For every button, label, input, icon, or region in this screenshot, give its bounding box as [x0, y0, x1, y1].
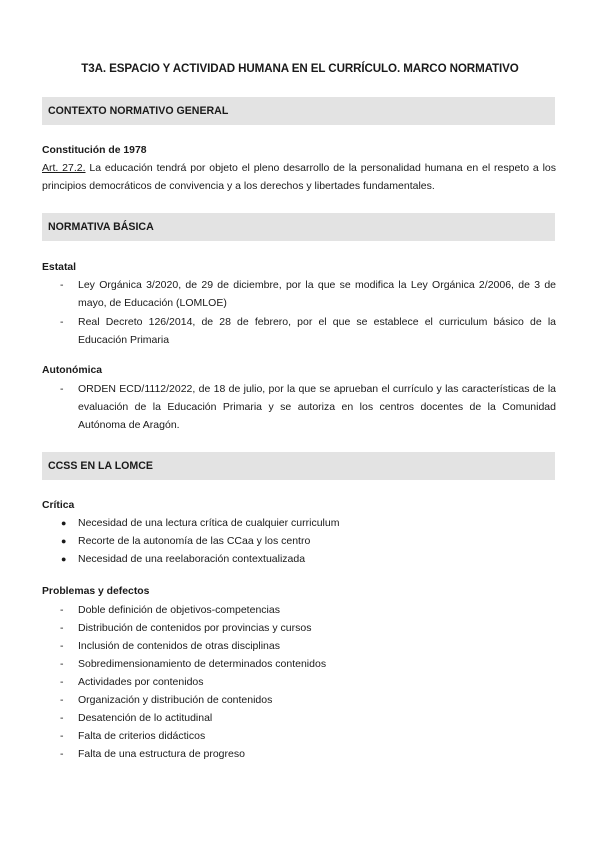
dash-marker: - [60, 730, 64, 742]
list-item: - Real Decreto 126/2014, de 28 de febrero, por el que se establece el curriculum básico de la Educación Primaria [42, 313, 556, 349]
dash-marker: - [60, 316, 64, 328]
dash-marker: - [60, 712, 64, 724]
dash-marker: - [60, 694, 64, 706]
dash-marker: - [60, 622, 64, 634]
subheading-estatal: Estatal [42, 262, 77, 273]
list-item: - Doble definición de objetivos-competencias [42, 601, 556, 619]
autonomica-list [42, 380, 556, 434]
document-title: T3A. ESPACIO Y ACTIVIDAD HUMANA EN EL CURRÍCULO. MARCO NORMATIVO [81, 62, 519, 75]
list-item: ● Necesidad de una lectura crítica de cualquier curriculum [42, 514, 556, 532]
list-item: ● Recorte de la autonomía de las CCaa y los centro [42, 532, 556, 550]
section-heading-ccss: CCSS EN LA LOMCE [42, 452, 555, 480]
list-item: ● Necesidad de una reelaboración contextualizada [42, 550, 556, 568]
article-paragraph [42, 160, 556, 195]
subheading-problemas: Problemas y defectos [42, 586, 150, 597]
article-text: La educación tendrá por objeto el pleno desarrollo de la personalidad humana en el respeto a los principios democráticos de convivencia y a los derechos y libertades fundamentales. [42, 162, 556, 192]
section-heading-contexto: CONTEXTO NORMATIVO GENERAL [42, 97, 555, 125]
bullet-marker: ● [61, 518, 67, 528]
subheading-autonomica: Autonómica [42, 365, 103, 376]
list-item: - Falta de una estructura de progreso [42, 745, 556, 763]
problemas-list [42, 601, 556, 763]
bullet-marker: ● [61, 554, 67, 564]
subheading-constitucion: Constitución de 1978 [42, 145, 147, 156]
list-item: - Organización y distribución de contenidos [42, 691, 556, 709]
list-item: - Ley Orgánica 3/2020, de 29 de diciembre, por la que se modifica la Ley Orgánica 2/2006, de 3 de mayo, de Educación (LOMLOE) [42, 276, 556, 312]
list-item: - Sobredimensionamiento de determinados contenidos [42, 655, 556, 673]
section-heading-normativa: NORMATIVA BÁSICA [42, 213, 555, 241]
subheading-critica: Crítica [42, 500, 75, 511]
estatal-list [42, 276, 556, 349]
list-item: - Inclusión de contenidos de otras disciplinas [42, 637, 556, 655]
dash-marker: - [60, 676, 64, 688]
dash-marker: - [60, 383, 64, 395]
dash-marker: - [60, 640, 64, 652]
list-item: - Distribución de contenidos por provincias y cursos [42, 619, 556, 637]
article-reference: Art. 27.2. [42, 162, 86, 174]
bullet-marker: ● [61, 536, 67, 546]
dash-marker: - [60, 604, 64, 616]
dash-marker: - [60, 279, 64, 291]
list-item: - Actividades por contenidos [42, 673, 556, 691]
list-item: - Falta de criterios didácticos [42, 727, 556, 745]
list-item: - Desatención de lo actitudinal [42, 709, 556, 727]
list-item: - ORDEN ECD/1112/2022, de 18 de julio, por la que se aprueban el currículo y las características de la evaluación de la Educación Primaria y se autoriza en los centros docentes de la Comunidad Autónoma de Aragón. [42, 380, 556, 434]
critica-list [42, 514, 556, 568]
dash-marker: - [60, 658, 64, 670]
dash-marker: - [60, 748, 64, 760]
